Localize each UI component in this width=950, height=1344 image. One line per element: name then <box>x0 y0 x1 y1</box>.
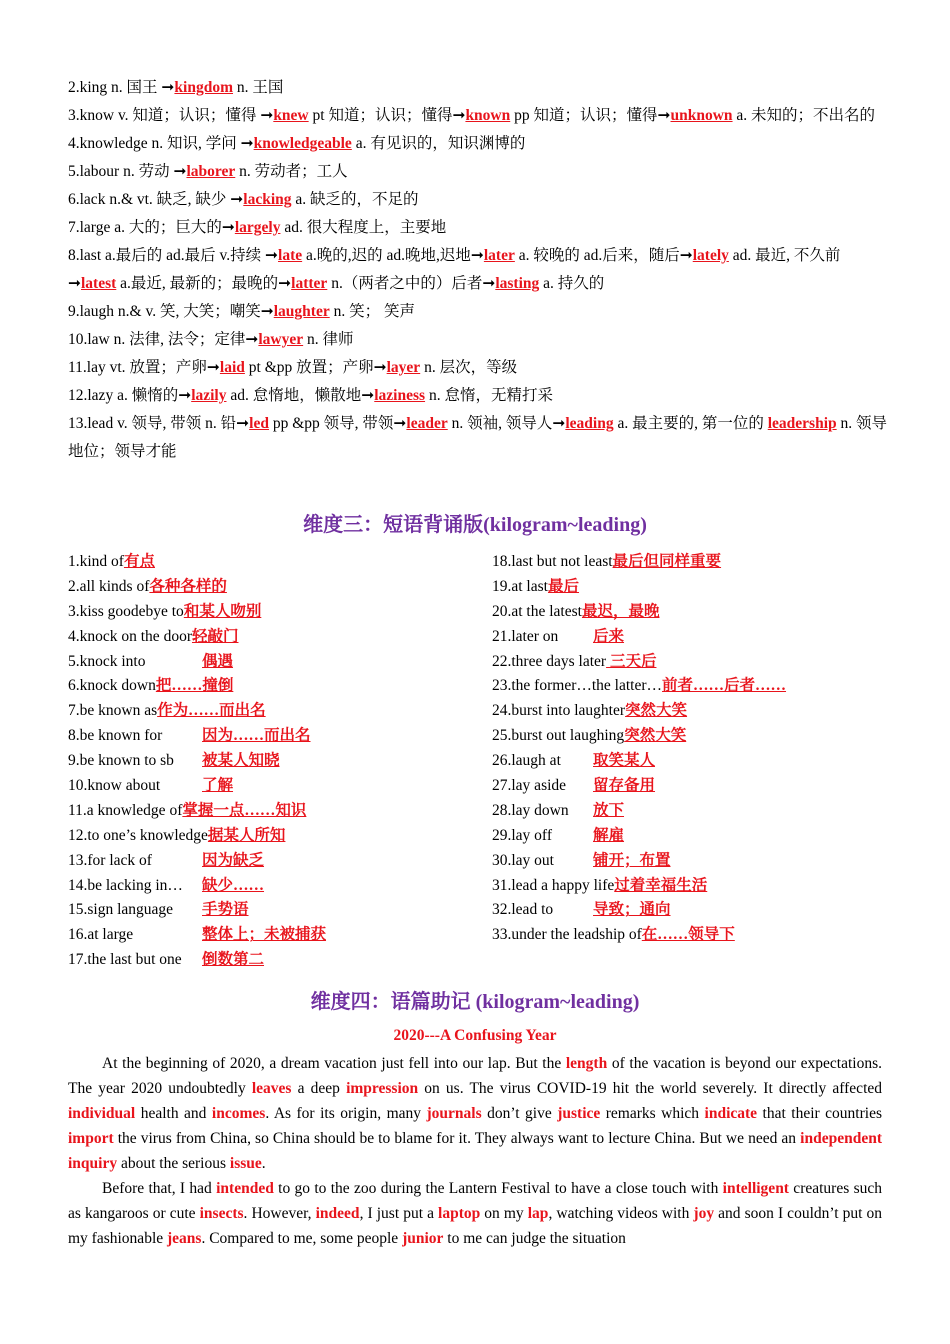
phrase-row <box>68 948 488 973</box>
story-text-run: on us. The virus COVID-19 hit the world severely. It directly affected <box>418 1080 883 1097</box>
story-text-run: the virus from China, so China should be to blame for it. They always want to lecture China. But we need an <box>113 1130 801 1147</box>
vocab-text: a. 持久的 <box>539 275 605 292</box>
phrase-english: 31.lead a happy life <box>492 876 615 894</box>
story-paragraph <box>68 1051 882 1176</box>
phrase-english: 2.all kinds of <box>68 577 150 595</box>
phrase-row <box>68 674 488 699</box>
phrase-chinese: 最后但同样重要 <box>612 553 722 570</box>
vocab-derived-word: later <box>483 247 515 264</box>
vocab-entry <box>68 186 888 214</box>
highlighted-word: journals <box>426 1105 482 1122</box>
phrase-english: 22.three days later <box>492 652 607 670</box>
highlighted-word: impression <box>346 1080 419 1097</box>
phrase-english: 13.for lack of <box>68 851 152 869</box>
phrase-row <box>492 625 912 650</box>
vocab-text: a. 未知的；不出名的 <box>732 107 876 124</box>
story-text-run: . Compared to me, some people <box>201 1230 403 1247</box>
vocab-derived-word: laborer <box>186 163 236 180</box>
vocab-derived-word: lawyer <box>258 331 304 348</box>
phrase-chinese: 最后 <box>547 577 579 595</box>
phrase-english: 21.later on <box>492 627 559 645</box>
vocab-text: n. 领导地位；领导才能 <box>68 415 888 460</box>
highlighted-word: lap <box>527 1205 549 1222</box>
phrase-english: 24.burst into laughter <box>492 702 626 720</box>
phrase-english: 32.lead to <box>492 901 554 919</box>
phrase-chinese: 三天后 <box>606 652 657 670</box>
vocab-derived-word: layer <box>386 359 421 376</box>
phrase-row <box>68 774 488 799</box>
vocab-entry <box>68 382 888 410</box>
phrase-row <box>492 650 912 675</box>
phrase-row <box>68 799 488 824</box>
vocab-derived-word: known <box>465 107 511 124</box>
phrase-chinese: 因为缺乏 <box>202 851 265 869</box>
story-text-run: don’t give <box>481 1105 558 1122</box>
highlighted-word: indeed <box>315 1205 360 1222</box>
vocab-derived-word: lazily <box>191 387 227 404</box>
phrase-row <box>492 799 912 824</box>
phrase-row <box>68 724 488 749</box>
phrase-row <box>68 749 488 774</box>
phrase-chinese: 铺开；布置 <box>593 851 671 869</box>
phrase-english: 9.be known to sb <box>68 752 174 770</box>
vocab-text: 7.large a. 大的；巨大的➞ <box>68 219 235 236</box>
phrase-chinese: 有点 <box>123 553 155 570</box>
phrase-english: 26.laugh at <box>492 752 561 770</box>
phrase-row <box>492 874 912 899</box>
vocab-derived-word: latter <box>291 275 328 292</box>
phrase-english: 12.to one’s knowledge <box>68 826 208 844</box>
highlighted-word: joy <box>693 1205 715 1222</box>
story-text-run: . <box>261 1155 266 1172</box>
vocab-text: pt &pp 放置；产卵➞ <box>244 359 387 376</box>
phrase-chinese: 掌握一点……知识 <box>182 801 307 819</box>
story-text-run: to go to the zoo during the Lantern Festival to have a close touch with <box>273 1180 723 1197</box>
phrase-chinese: 和某人吻别 <box>183 602 262 620</box>
vocab-entry <box>68 74 888 102</box>
vocab-text: a. 有见识的，知识渊博的 <box>351 135 526 152</box>
phrase-english: 6.knock down <box>68 677 156 695</box>
vocab-text: ad. 很大程度上，主要地 <box>280 219 447 236</box>
phrase-row <box>68 699 488 724</box>
highlighted-word: indicate <box>704 1105 758 1122</box>
highlighted-word: import <box>68 1130 114 1147</box>
phrase-list-left <box>68 550 488 973</box>
vocab-text: a.最近, 最新的；最晚的➞ <box>116 275 292 292</box>
phrase-chinese: 据某人所知 <box>207 826 286 844</box>
phrase-row <box>492 923 912 948</box>
phrase-english: 30.lay out <box>492 851 554 869</box>
phrase-chinese: 解雇 <box>593 826 625 844</box>
vocab-text: n. 怠惰，无精打采 <box>425 387 553 404</box>
vocab-derived-word: lacking <box>243 191 292 208</box>
story-text-run: . As for its origin, many <box>265 1105 427 1122</box>
phrase-chinese: 在……领导下 <box>641 926 735 944</box>
phrase-row <box>492 774 912 799</box>
vocab-derived-word: late <box>278 247 303 264</box>
vocab-text: pp 知道；认识；懂得➞ <box>510 107 671 124</box>
story-text-run: . However, <box>243 1205 316 1222</box>
phrase-chinese: 偶遇 <box>202 652 234 670</box>
story-text-run: creatures such as kangaroos or cute <box>68 1180 882 1222</box>
vocab-text: 12.lazy a. 懒惰的➞ <box>68 387 192 404</box>
phrase-english: 15.sign language <box>68 901 174 919</box>
vocab-derived-word: leading <box>565 415 614 432</box>
story-text <box>68 1051 882 1251</box>
vocab-derived-word: leadership <box>767 415 837 432</box>
vocab-derived-word: knew <box>273 107 309 124</box>
phrase-chinese: 突然大笑 <box>625 702 688 720</box>
phrase-chinese: 整体上；未被捕获 <box>202 926 327 944</box>
phrase-english: 7.be known as <box>68 702 158 720</box>
phrase-row <box>492 749 912 774</box>
phrase-row <box>68 625 488 650</box>
vocab-text: a. 缺乏的，不足的 <box>291 191 419 208</box>
highlighted-word: length <box>565 1055 608 1072</box>
phrase-chinese: 突然大笑 <box>624 727 687 745</box>
phrase-chinese: 后来 <box>593 627 625 645</box>
phrase-english: 19.at last <box>492 577 548 595</box>
vocab-derived-word: largely <box>234 219 281 236</box>
vocab-text: 9.laugh n.& v. 笑, 大笑；嘲笑➞ <box>68 303 274 320</box>
phrase-chinese: 最迟，最晚 <box>581 602 660 620</box>
vocab-text: ad. 怠惰地，懒散地➞ <box>226 387 375 404</box>
vocab-entry <box>68 298 888 326</box>
vocab-text: 11.lay vt. 放置；产卵➞ <box>68 359 220 376</box>
highlighted-word: insects <box>199 1205 244 1222</box>
vocab-text: 10.law n. 法律, 法令；定律➞ <box>68 331 259 348</box>
phrase-english: 33.under the leadship of <box>492 926 642 944</box>
vocab-derived-word: latest <box>81 275 117 292</box>
phrase-english: 27.lay aside <box>492 777 567 795</box>
vocab-derived-word: laid <box>219 359 245 376</box>
vocab-derived-word: laziness <box>374 387 426 404</box>
story-paragraph <box>68 1176 882 1251</box>
vocab-text: 5.labour n. 劳动 ➞ <box>68 163 187 180</box>
phrase-chinese: 作为……而出名 <box>157 702 266 720</box>
phrase-chinese: 倒数第二 <box>202 951 265 969</box>
phrase-row <box>492 898 912 923</box>
phrase-list-right <box>492 550 912 948</box>
story-text-run: , watching videos with <box>548 1205 694 1222</box>
vocab-text: pp &pp 领导, 带领➞ <box>268 415 407 432</box>
phrase-english: 25.burst out laughing <box>492 727 625 745</box>
vocab-text: n. 律师 <box>303 331 354 348</box>
story-text-run: to me can judge the situation <box>443 1230 626 1247</box>
vocab-text: 6.lack n.& vt. 缺乏, 缺少 ➞ <box>68 191 244 208</box>
phrase-row <box>492 600 912 625</box>
phrase-chinese: 缺少…… <box>202 876 265 894</box>
phrase-row <box>492 824 912 849</box>
phrase-row <box>68 898 488 923</box>
vocab-derived-word: laughter <box>273 303 330 320</box>
phrase-english: 14.be lacking in… <box>68 876 183 894</box>
vocab-entry <box>68 102 888 130</box>
phrase-row <box>68 650 488 675</box>
story-text-run: a deep <box>291 1080 347 1097</box>
vocab-text: n. 笑； 笑声 <box>329 303 415 320</box>
story-text-run: At the beginning of 2020, a dream vacation just fell into our lap. But the <box>102 1055 566 1072</box>
phrase-row <box>68 923 488 948</box>
story-text-run: on my <box>480 1205 528 1222</box>
phrase-english: 17.the last but one <box>68 951 182 969</box>
vocab-text: 3.know v. 知道；认识；懂得 ➞ <box>68 107 274 124</box>
story-text-run: of the vacation is beyond our expectations. The year 2020 undoubtedly <box>68 1055 882 1097</box>
phrase-chinese: 放下 <box>593 801 625 819</box>
vocab-text: 13.lead v. 领导, 带领 n. 铅➞ <box>68 415 250 432</box>
story-text-run: health and <box>135 1105 212 1122</box>
highlighted-word: issue <box>229 1155 262 1172</box>
phrase-chinese: 把……撞倒 <box>155 677 234 695</box>
vocab-derived-word: lately <box>692 247 729 264</box>
vocab-text: n. 王国 <box>233 79 284 96</box>
highlighted-word: justice <box>557 1105 601 1122</box>
phrase-row <box>68 600 488 625</box>
section-3-heading: 维度三：短语背诵版(kilogram~leading) <box>303 514 647 536</box>
highlighted-word: individual <box>68 1105 136 1122</box>
highlighted-word: laptop <box>438 1205 481 1222</box>
highlighted-word: intended <box>216 1180 274 1197</box>
phrase-chinese: 手势语 <box>202 901 249 919</box>
phrase-english: 18.last but not least <box>492 553 613 570</box>
story-title: 2020---A Confusing Year <box>393 1027 557 1044</box>
phrase-english: 1.kind of <box>68 553 124 570</box>
vocab-list <box>68 74 888 466</box>
vocab-entry <box>68 158 888 186</box>
vocab-derived-word: leader <box>406 415 448 432</box>
phrase-english: 3.kiss goodebye to <box>68 602 184 620</box>
phrase-chinese: 轻敲门 <box>191 627 239 645</box>
phrase-english: 23.the former…the latter… <box>492 677 663 695</box>
vocab-text: n.（两者之中的）后者➞ <box>327 275 496 292</box>
phrase-row <box>492 550 912 575</box>
vocab-text: pt 知道；认识；懂得➞ <box>308 107 466 124</box>
phrase-row <box>68 550 488 575</box>
vocab-text: 8.last a.最后的 ad.最后 v.持续 ➞ <box>68 247 279 264</box>
vocab-entry <box>68 242 888 298</box>
vocab-entry <box>68 214 888 242</box>
story-text-run: , I just put a <box>359 1205 439 1222</box>
highlighted-word: jeans <box>167 1230 202 1247</box>
story-text-run: that their countries <box>757 1105 882 1122</box>
phrase-row <box>492 849 912 874</box>
vocab-text: a. 较晚的 ad.后来，随后➞ <box>514 247 693 264</box>
vocab-text: a.晚的,迟的 ad.晚地,迟地➞ <box>302 247 484 264</box>
vocab-text: a. 最主要的, 第一位的 <box>613 415 768 432</box>
vocab-derived-word: unknown <box>670 107 733 124</box>
highlighted-word: incomes <box>211 1105 266 1122</box>
vocab-entry <box>68 326 888 354</box>
phrase-english: 4.knock on the door <box>68 627 192 645</box>
vocab-text: ad. 最近, 不久前➞ <box>68 247 841 292</box>
phrase-chinese: 过着幸福生活 <box>614 876 708 894</box>
phrase-row <box>492 699 912 724</box>
phrase-chinese: 因为……而出名 <box>202 727 311 745</box>
story-text-run: about the serious <box>117 1155 230 1172</box>
phrase-chinese: 了解 <box>202 777 234 795</box>
phrase-english: 10.know about <box>68 777 161 795</box>
phrase-english: 16.at large <box>68 926 134 944</box>
vocab-entry <box>68 130 888 158</box>
highlighted-word: intelligent <box>722 1180 789 1197</box>
phrase-row <box>68 849 488 874</box>
phrase-row <box>492 575 912 600</box>
vocab-text: n. 层次，等级 <box>420 359 518 376</box>
phrase-chinese: 前者……后者…… <box>662 677 787 695</box>
vocab-entry <box>68 410 888 466</box>
phrase-chinese: 各种各样的 <box>149 577 227 595</box>
highlighted-word: leaves <box>251 1080 292 1097</box>
phrase-row <box>492 674 912 699</box>
phrase-row <box>68 874 488 899</box>
phrase-row <box>68 575 488 600</box>
phrase-english: 28.lay down <box>492 801 569 819</box>
phrase-english: 8.be known for <box>68 727 163 745</box>
vocab-text: n. 劳动者；工人 <box>235 163 348 180</box>
phrase-chinese: 留存备用 <box>593 777 656 795</box>
vocab-derived-word: knowledgeable <box>253 135 352 152</box>
phrase-row <box>492 724 912 749</box>
story-text-run: remarks which <box>600 1105 705 1122</box>
vocab-derived-word: led <box>249 415 269 432</box>
phrase-row <box>68 824 488 849</box>
vocab-text: n. 领袖, 领导人➞ <box>447 415 566 432</box>
phrase-english: 5.knock into <box>68 652 146 670</box>
highlighted-word: independent inquiry <box>68 1130 882 1172</box>
phrase-english: 11.a knowledge of <box>68 801 183 819</box>
vocab-text: 4.knowledge n. 知识, 学问 ➞ <box>68 135 254 152</box>
phrase-english: 29.lay off <box>492 826 552 844</box>
highlighted-word: junior <box>402 1230 444 1247</box>
vocab-derived-word: kingdom <box>174 79 234 96</box>
section-4-heading: 维度四：语篇助记 (kilogram~leading) <box>310 991 640 1013</box>
story-text-run: and soon I couldn’t put on my fashionable <box>68 1205 882 1247</box>
vocab-entry <box>68 354 888 382</box>
phrase-chinese: 导致；通向 <box>593 901 671 919</box>
vocab-derived-word: lasting <box>495 275 540 292</box>
phrase-chinese: 被某人知晓 <box>202 752 280 770</box>
phrase-english: 20.at the latest <box>492 602 582 620</box>
vocab-text: 2.king n. 国王 ➞ <box>68 79 175 96</box>
phrase-chinese: 取笑某人 <box>593 752 656 770</box>
story-text-run: Before that, I had <box>102 1180 217 1197</box>
